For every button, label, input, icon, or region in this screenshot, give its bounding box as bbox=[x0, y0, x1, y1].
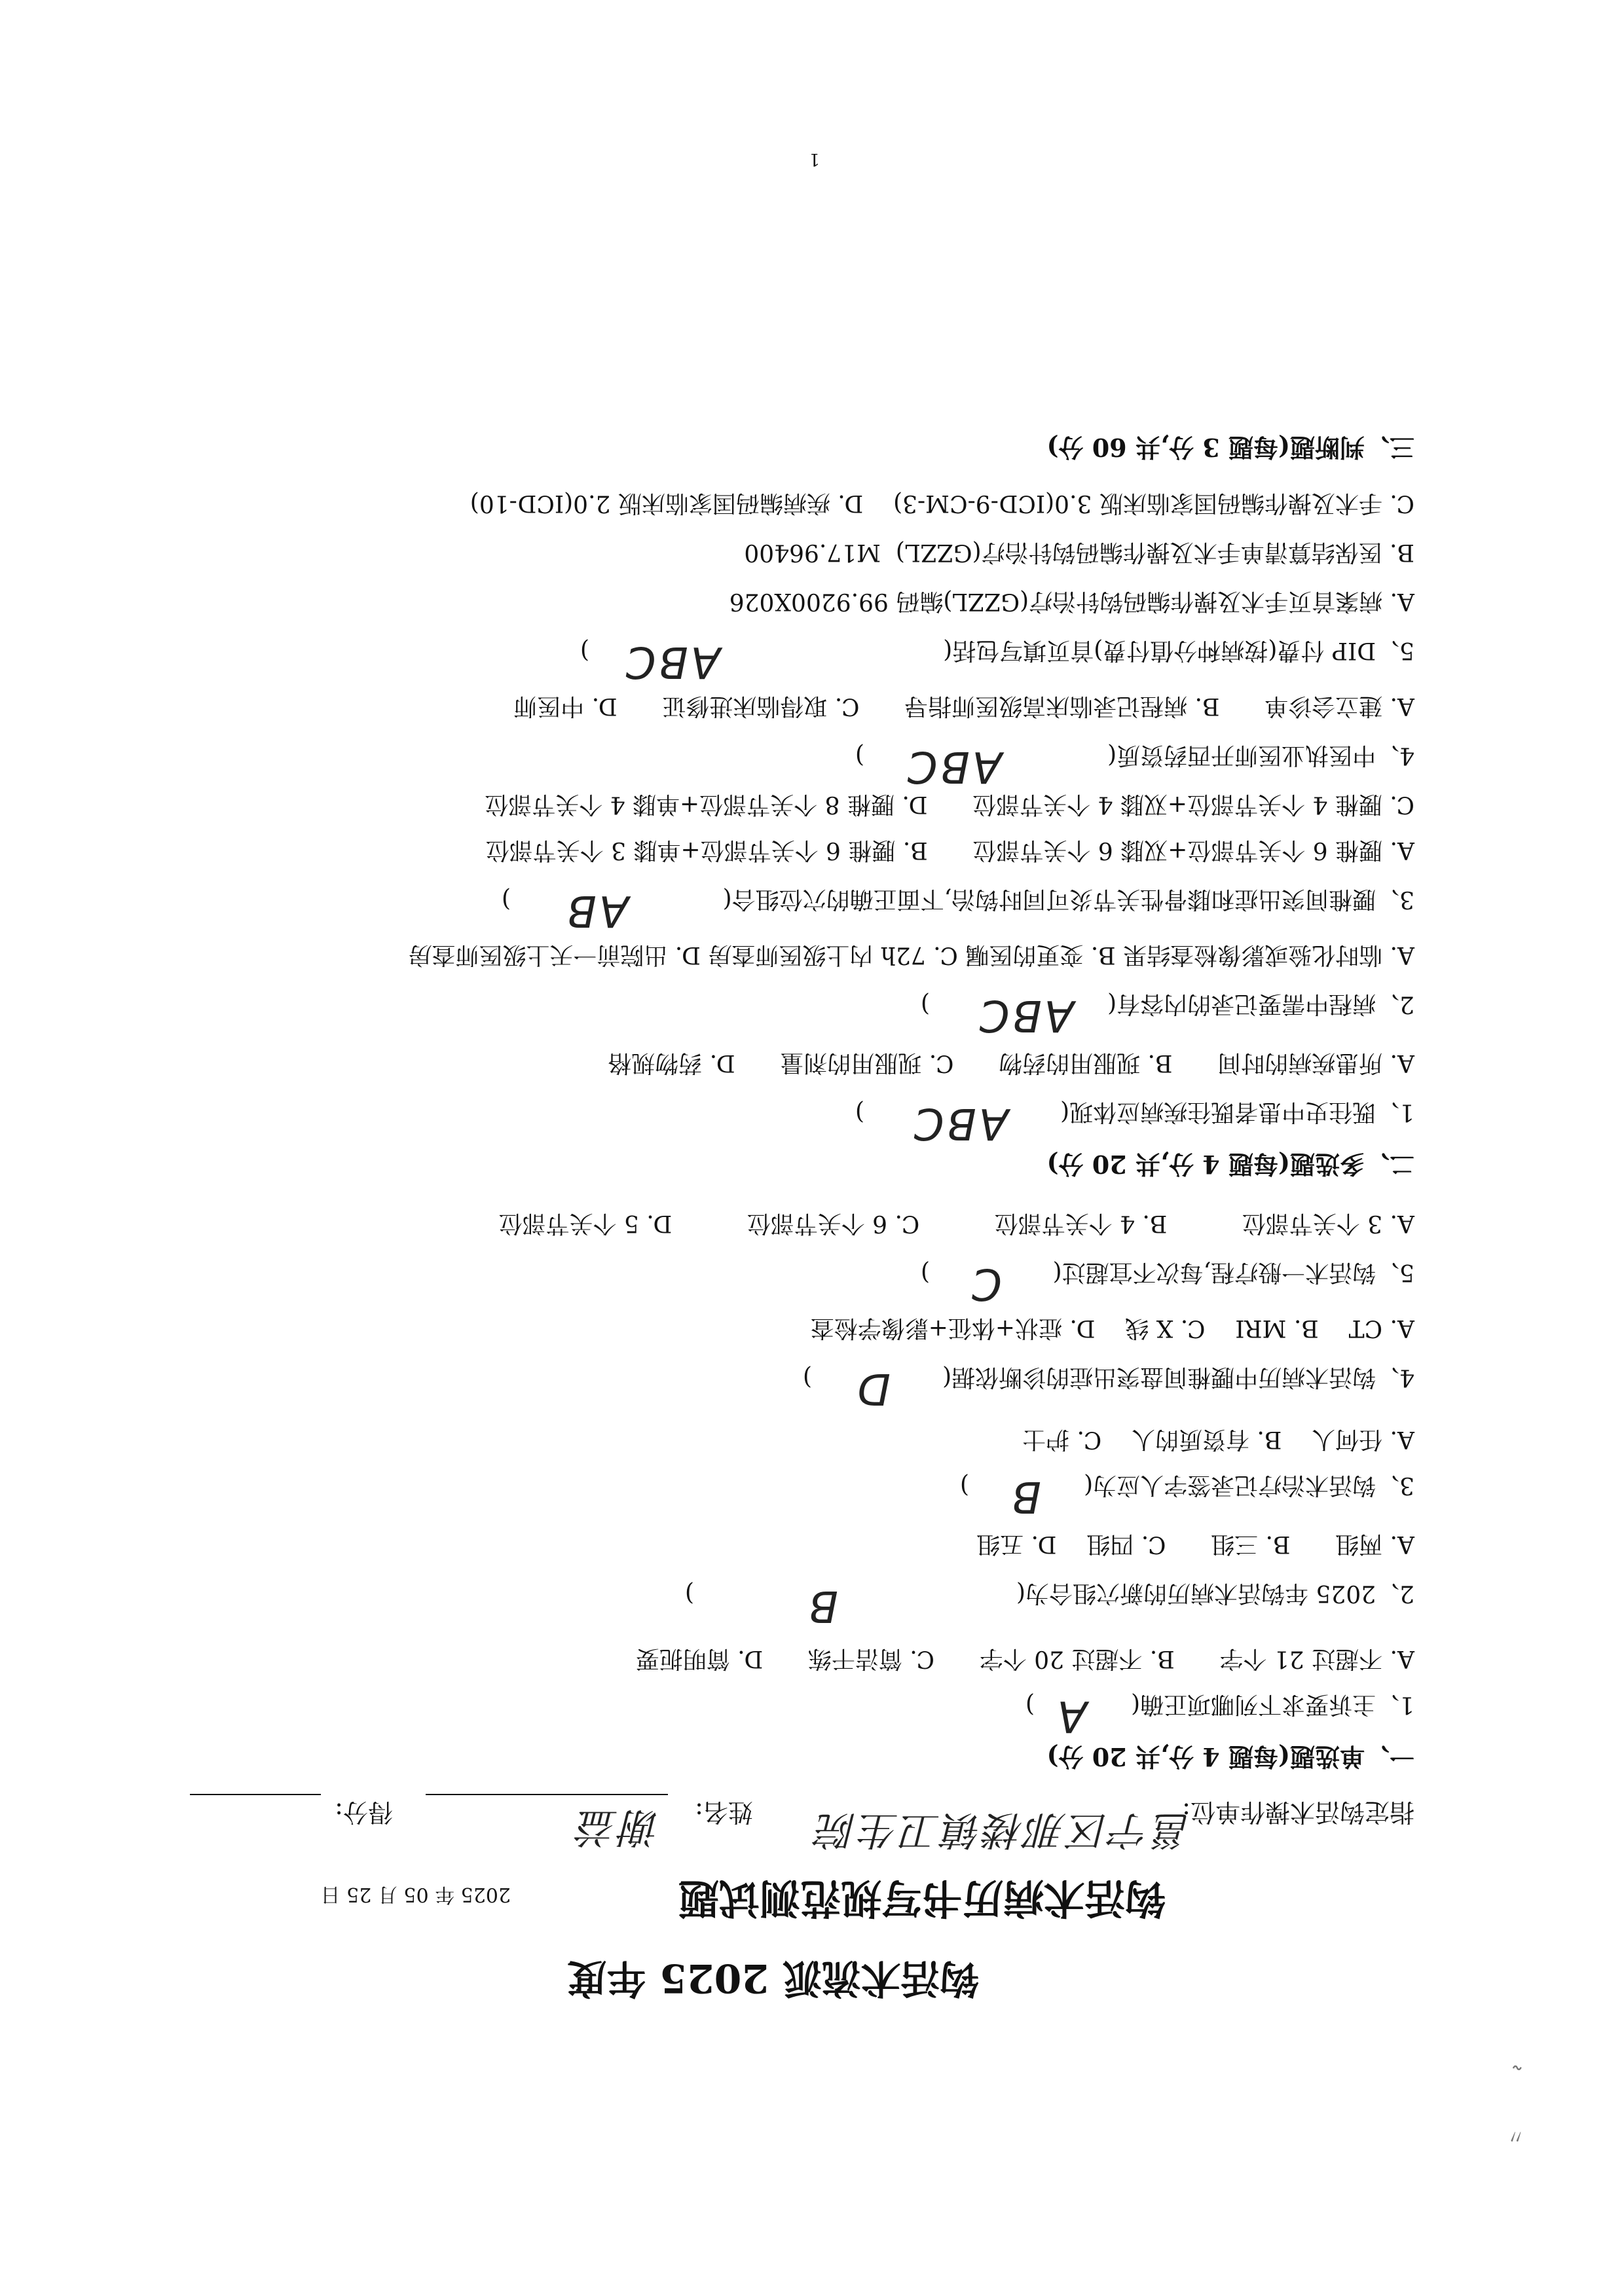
question-stem: 3、腰椎间突出症和膝骨性关节炎可同时钩治,下面正确的穴位组合( bbox=[722, 886, 1414, 913]
question-options: C. 腰椎 4 个关节部位+双膝 4 个关节部位 D. 腰椎 8 个关节部位+单膝 4 个关节部位 bbox=[485, 791, 1414, 818]
question-stem: 2、2025 年钩活术病历的新穴组合为( bbox=[1016, 1580, 1414, 1607]
question-options: A. 病案首页手术及操作编码钩针治疗(GZZL)编码 99.9200X026 bbox=[729, 588, 1414, 615]
question-close: ) bbox=[501, 886, 511, 913]
answer-handwriting[interactable]: C bbox=[969, 1259, 1002, 1309]
question-options: A. 临时化验或影像检查结果 B. 变更的医嘱 C. 72h 内上级医师查房 D. 出院前一天上级医师查房 bbox=[408, 941, 1414, 968]
answer-handwriting[interactable]: A bbox=[1054, 1691, 1087, 1741]
question-stem: 4、钩活术病历中腰椎间盘突出症的诊断依据( bbox=[942, 1364, 1414, 1391]
question-stem: 1、既往史中患者既往疾病应体现( bbox=[1060, 1099, 1414, 1125]
answer-handwriting[interactable]: D bbox=[855, 1364, 891, 1414]
question-close: ) bbox=[580, 637, 589, 664]
unit-label: 指定钩活术操作单位: bbox=[1182, 1798, 1414, 1827]
question-stem: 4、中医执业医师开西药资质( bbox=[1107, 742, 1414, 769]
answer-handwriting[interactable]: B bbox=[805, 1581, 838, 1631]
exam-date: 2025 年 05 月 25 日 bbox=[320, 1883, 511, 1906]
question-stem: 5、钩活术一般疗程,每次不宜超过( bbox=[1052, 1259, 1414, 1286]
score-field[interactable] bbox=[190, 1794, 321, 1821]
answer-handwriting[interactable]: ABC bbox=[904, 742, 1002, 792]
question-close: ) bbox=[920, 991, 930, 1017]
question-options: A. 腰椎 6 个关节部位+双膝 6 个关节部位 B. 腰椎 6 个关节部位+单膝 3 个关节部位 bbox=[485, 837, 1414, 864]
name-handwriting[interactable]: 谢益 bbox=[574, 1804, 661, 1851]
answer-handwriting[interactable]: ABC bbox=[911, 1099, 1008, 1149]
unit-handwriting[interactable]: 邕宁区那楼镇卫生院 bbox=[815, 1807, 1192, 1853]
scan-smudge-mark: ˜ bbox=[1509, 2041, 1532, 2075]
question-close: ) bbox=[959, 1472, 969, 1499]
answer-handwriting[interactable]: ABC bbox=[976, 991, 1074, 1041]
question-stem: 5、DIP 付费(按病种分值付费)首页填写包括( bbox=[943, 637, 1414, 664]
name-underline bbox=[426, 1794, 668, 1821]
section-2-title: 二、多选题(每题 4 分,共 20 分) bbox=[1046, 1150, 1414, 1179]
question-options: A. CT B. MRI C. X 线 D. 症状+体征+影像学检查 bbox=[810, 1315, 1414, 1341]
question-close: ) bbox=[855, 742, 864, 769]
scan-smudge-mark: 〃 bbox=[1506, 2124, 1526, 2147]
question-options: B. 医保结算清单手术及操作编码钩针治疗(GZZL) M17.96400 bbox=[744, 539, 1414, 566]
question-options: A. 建立会诊单 B. 病程记录临床高级医师指导 C. 取得临床进修证 D. 中医师 bbox=[513, 693, 1414, 720]
score-label: 得分: bbox=[335, 1798, 393, 1827]
name-label: 姓名: bbox=[695, 1798, 753, 1827]
question-close: ) bbox=[855, 1099, 864, 1125]
question-close: ) bbox=[684, 1580, 694, 1607]
answer-handwriting[interactable]: ABC bbox=[623, 637, 720, 687]
question-options: C. 手术及操作编码国家临床版 3.0(ICD-9-CM-3) D. 疾病编码国家临床版 2.0(ICD-10) bbox=[470, 490, 1414, 517]
question-options: A. 3 个关节部位 B. 4 个关节部位 C. 6 个关节部位 D. 5 个关节部位 bbox=[498, 1210, 1414, 1237]
answer-handwriting[interactable]: AB bbox=[564, 886, 629, 936]
question-options: A. 两组 B. 三组 C. 四组 D. 五组 bbox=[976, 1531, 1414, 1558]
answer-handwriting[interactable]: B bbox=[1008, 1472, 1041, 1522]
section-3-title: 三、判断题(每题 3 分,共 60 分) bbox=[1046, 433, 1414, 462]
question-stem: 1、主诉要求下列哪项正确( bbox=[1131, 1691, 1414, 1718]
question-close: ) bbox=[1025, 1691, 1035, 1718]
course-title: 钩活术流派 2025 年度 bbox=[567, 1955, 979, 2001]
question-stem: 2、病程中需要记录的内容有( bbox=[1107, 991, 1414, 1017]
question-options: A. 所患疾病的时间 B. 现服用的药物 C. 现服用的剂量 D. 药物规格 bbox=[608, 1049, 1414, 1076]
question-options: A. 任何人 B. 有资质的人 C. 护士 bbox=[1022, 1426, 1414, 1453]
question-options: A. 不超过 21 个字 B. 不超过 20 个字 C. 简洁干练 D. 简明扼要 bbox=[635, 1645, 1414, 1672]
exam-title: 钩活术病历书写规范测试题 bbox=[678, 1874, 1166, 1922]
section-1-title: 一、单选题(每题 4 分,共 20 分) bbox=[1046, 1742, 1414, 1772]
question-stem: 3、钩活术治疗记录签字人应为( bbox=[1084, 1472, 1414, 1499]
question-close: ) bbox=[802, 1364, 812, 1391]
question-close: ) bbox=[920, 1259, 930, 1286]
page-number: 1 bbox=[809, 149, 820, 169]
